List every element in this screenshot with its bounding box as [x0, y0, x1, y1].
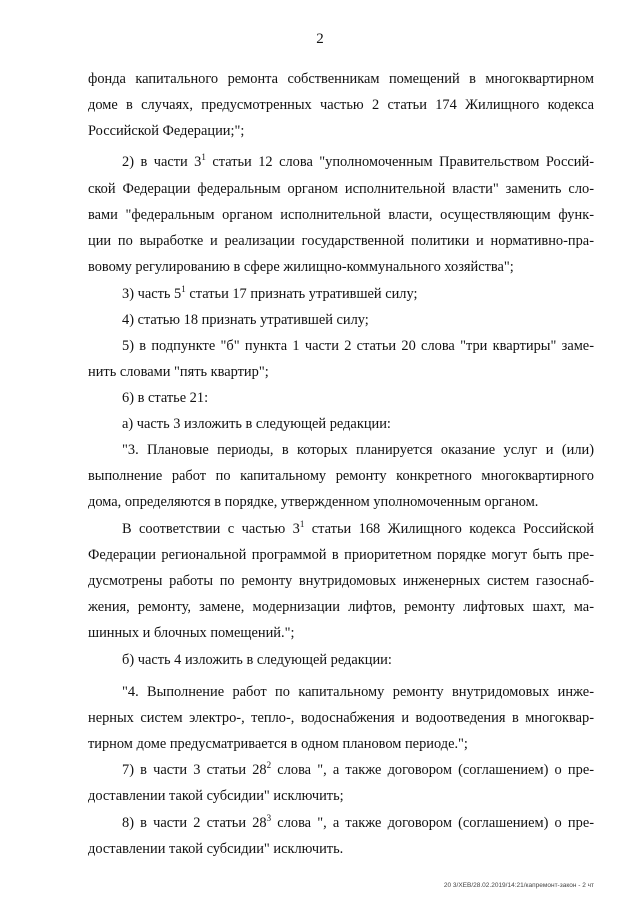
text-segment: В соответствии с частью 3 [122, 521, 300, 537]
text-line [122, 285, 594, 303]
text-segment: доставлении такой субсидии" исключить; [88, 788, 344, 804]
text-segment: вовому регулированию в сфере жилищно-коммунального хозяйства"; [88, 259, 514, 275]
text-line [122, 683, 594, 701]
text-line [122, 415, 594, 433]
text-line [122, 153, 594, 171]
superscript: 1 [201, 152, 206, 162]
text-line [88, 493, 594, 511]
text-segment: дусмотрены работы по ремонту внутридомовых инженерных систем газоснаб- [88, 573, 594, 589]
text-line [122, 651, 594, 669]
text-segment: 3) часть 5 [122, 286, 182, 302]
text-line [88, 709, 594, 727]
text-line [88, 840, 594, 858]
text-line [88, 546, 594, 564]
text-line [88, 787, 594, 805]
text-segment: фонда капитального ремонта собственникам помещений в многоквартирном [88, 71, 594, 87]
text-segment: нить словами "пять квартир"; [88, 364, 269, 380]
text-segment: б) часть 4 изложить в следующей редакции: [122, 652, 392, 668]
superscript: 3 [266, 813, 272, 823]
text-line [88, 70, 594, 88]
text-segment: "4. Выполнение работ по капитальному ремонту внутридомовых инже- [122, 684, 594, 700]
text-segment: дома, определяются в порядке, утвержденном уполномоченным органом. [88, 494, 539, 510]
page-number: 2 [316, 31, 324, 47]
text-line [122, 761, 594, 779]
text-segment: ской Федерации федеральным органом исполнительной власти" заменить сло- [88, 181, 594, 197]
text-segment: 2) в части 3 [122, 154, 202, 170]
text-line [122, 814, 594, 832]
text-line [88, 735, 594, 753]
text-line [88, 572, 594, 590]
text-segment: статьи 168 Жилищного кодекса Российской [304, 521, 594, 537]
text-line [88, 598, 594, 616]
text-segment: 4) статью 18 признать утратившей силу; [122, 312, 369, 328]
text-segment: ции по выработке и реализации государственной политики и нормативно-пра- [88, 233, 594, 249]
text-segment: "3. Плановые периоды, в которых планируется оказание услуг и (или) [122, 442, 594, 458]
text-segment: шинных и блочных помещений."; [88, 625, 295, 641]
text-line [88, 180, 594, 198]
text-segment: доставлении такой субсидии" исключить. [88, 841, 344, 857]
text-segment: выполнение работ по капитальному ремонту конкретного многоквартирного [88, 468, 594, 484]
footer-file-reference: 20 3/ХЕВ/28.02.2019/14:21/капремонт-закон - 2 чт [443, 882, 594, 889]
text-segment: слова ", а также договором (соглашением) о пре- [271, 762, 595, 778]
text-segment: жения, ремонту, замене, модернизации лифтов, ремонту лифтовых шахт, ма- [88, 599, 594, 615]
text-line [122, 389, 594, 407]
text-line [122, 311, 594, 329]
text-segment: Российской Федерации;"; [88, 123, 245, 139]
text-segment: Федерации региональной программой в приоритетном порядке могут быть пре- [88, 547, 594, 563]
text-line [88, 232, 594, 250]
text-line [122, 441, 594, 459]
text-segment: вами "федеральным органом исполнительной власти, осуществляющим функ- [88, 207, 594, 223]
text-segment: 8) в части 2 статьи 28 [122, 815, 267, 831]
text-segment: доме в случаях, предусмотренных частью 2 статьи 174 Жилищного кодекса [88, 97, 594, 113]
text-segment: слова ", а также договором (соглашением) о пре- [271, 815, 595, 831]
text-line [88, 122, 594, 140]
text-segment: тирном доме предусматривается в одном плановом периоде."; [88, 736, 468, 752]
text-line [88, 624, 594, 642]
superscript: 1 [299, 519, 305, 529]
superscript: 1 [181, 284, 186, 294]
text-line [122, 337, 594, 355]
text-segment: нерных систем электро-, тепло-, водоснабжения и водоотведения в многоквар- [88, 710, 594, 726]
text-segment: 7) в части 3 статьи 28 [122, 762, 267, 778]
text-line [88, 363, 594, 381]
text-line [88, 258, 594, 276]
text-segment: статьи 17 признать утратившей силу; [185, 286, 418, 302]
text-line [88, 467, 594, 485]
text-segment: статьи 12 слова "уполномоченным Правительством Россий- [205, 154, 594, 170]
text-line [122, 520, 594, 538]
text-segment: 6) в статье 21: [122, 390, 209, 406]
text-line [88, 206, 594, 224]
superscript: 2 [266, 760, 272, 770]
text-segment: 5) в подпункте "б" пункта 1 части 2 статьи 20 слова "три квартиры" заме- [122, 338, 594, 354]
text-segment: а) часть 3 изложить в следующей редакции: [122, 416, 391, 432]
text-line [88, 96, 594, 114]
